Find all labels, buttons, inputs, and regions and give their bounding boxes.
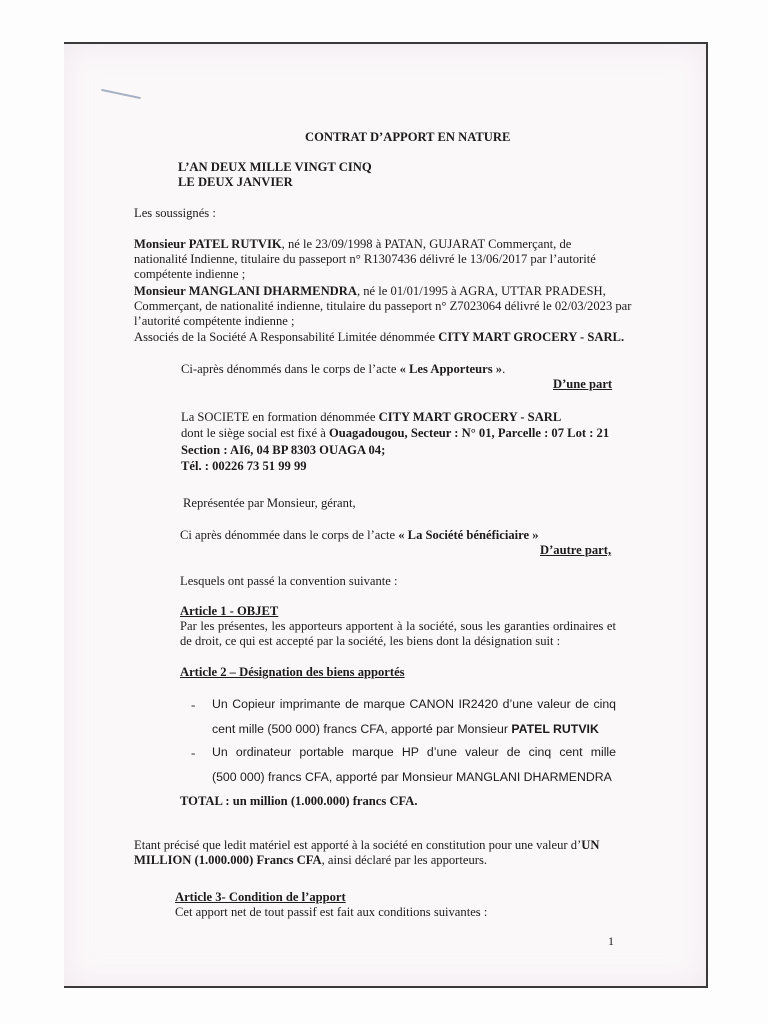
etant-text: Etant précisé que ledit matériel est apporté à la société en constitution pour une valeur d’	[134, 838, 582, 852]
date-line-year: L’AN DEUX MILLE VINGT CINQ	[178, 160, 372, 174]
societe-text: La SOCIETE en formation dénommée	[181, 410, 379, 424]
etant-un: UN	[581, 838, 600, 852]
person2-line3: l’autorité compétente indienne ;	[134, 314, 295, 328]
bullet-dash-1: -	[191, 697, 196, 712]
article3-line1: Cet apport net de tout passif est fait aux conditions suivantes :	[175, 905, 488, 919]
item2-line1: Un ordinateur portable marque HP d’une valeur de cinq cent mille	[212, 745, 616, 759]
etant-amount: MILLION (1.000.000) Francs CFA	[134, 853, 322, 867]
societe-line2	[181, 426, 609, 441]
person1-line3: compétente indienne ;	[134, 267, 246, 281]
siege-text: dont le siège social est fixé à	[181, 426, 329, 440]
item1-text: cent mille (500 000) francs CFA, apporté par Monsieur	[212, 722, 512, 736]
bullet-dash-2: -	[191, 745, 196, 760]
person2-name: Monsieur MANGLANI DHARMENDRA	[134, 284, 357, 298]
person2-line1	[134, 284, 606, 299]
associes-line	[134, 330, 624, 345]
beneficiaire-text: Ci après dénommée dans le corps de l’acte	[180, 528, 399, 542]
convention-line: Lesquels ont passé la convention suivante :	[180, 574, 398, 588]
item1-line1: Un Copieur imprimante de marque CANON IR2420 d’une valeur de cinq	[212, 697, 616, 711]
item1-line2	[212, 722, 599, 737]
total-line: TOTAL : un million (1.000.000) francs CFA.	[180, 794, 418, 808]
date-line-day: LE DEUX JANVIER	[178, 175, 293, 189]
une-part: D’une part	[553, 377, 613, 391]
societe-phone: Tél. : 00226 73 51 99 99	[181, 459, 307, 473]
beneficiaire-line	[180, 528, 539, 543]
siege-address: Ouagadougou, Secteur : N° 01, Parcelle : 07 Lot : 21	[328, 426, 610, 440]
person2-line2: Commerçant, de nationalité indienne, titulaire du passeport n° Z7023064 délivré le 02/03/2023 par	[134, 299, 632, 313]
article2-heading: Article 2 – Désignation des biens apportés	[180, 665, 405, 679]
person1-line1	[134, 237, 571, 252]
autre-part: D’autre part,	[540, 543, 612, 557]
apporteurs-text: Ci-après dénommés dans le corps de l’acte	[181, 362, 400, 376]
person1-details: , né le 23/09/1998 à PATAN, GUJARAT Commerçant, de	[281, 237, 572, 251]
etant-line1	[134, 838, 599, 853]
beneficiaire-label: « La Société bénéficiaire »	[398, 528, 539, 542]
contract-title: CONTRAT D’APPORT EN NATURE	[305, 130, 511, 144]
apporteurs-label: « Les Apporteurs »	[399, 362, 503, 376]
etant-rest: , ainsi déclaré par les apporteurs.	[321, 853, 488, 867]
item1-contributor: PATEL RUTVIK	[511, 722, 599, 736]
page-number: 1	[608, 934, 614, 948]
article3-heading: Article 3- Condition de l’apport	[175, 890, 346, 904]
item2-line2: (500 000) francs CFA, apporté par Monsieur MANGLANI DHARMENDRA	[212, 770, 612, 784]
person1-name: Monsieur PATEL RUTVIK	[134, 237, 282, 251]
societe-line1	[181, 410, 561, 425]
etant-line2	[134, 853, 487, 868]
article1-heading: Article 1 - OBJET	[180, 604, 279, 618]
soussignes: Les soussignés :	[134, 206, 216, 220]
represented-line: Représentée par Monsieur, gérant,	[183, 496, 356, 510]
person1-line2: nationalité Indienne, titulaire du passeport n° R1307436 délivré le 13/06/2017 par l’autorité	[134, 252, 596, 266]
societe-name: CITY MART GROCERY - SARL	[378, 410, 562, 424]
apporteurs-end: .	[502, 362, 506, 376]
article1-line2: de droit, ce qui est accepté par la société, les biens dont la désignation suit :	[180, 634, 561, 648]
associes-text: Associés de la Société A Responsabilité Limitée dénommée	[134, 330, 439, 344]
person2-details: , né le 01/01/1995 à AGRA, UTTAR PRADESH,	[356, 284, 606, 298]
apporteurs-line	[181, 362, 505, 377]
company-name: CITY MART GROCERY - SARL.	[438, 330, 625, 344]
article1-line1: Par les présentes, les apporteurs apportent à la société, sous les garanties ordinaires et	[180, 619, 616, 633]
societe-line3: Section : AI6, 04 BP 8303 OUAGA 04;	[181, 443, 386, 457]
